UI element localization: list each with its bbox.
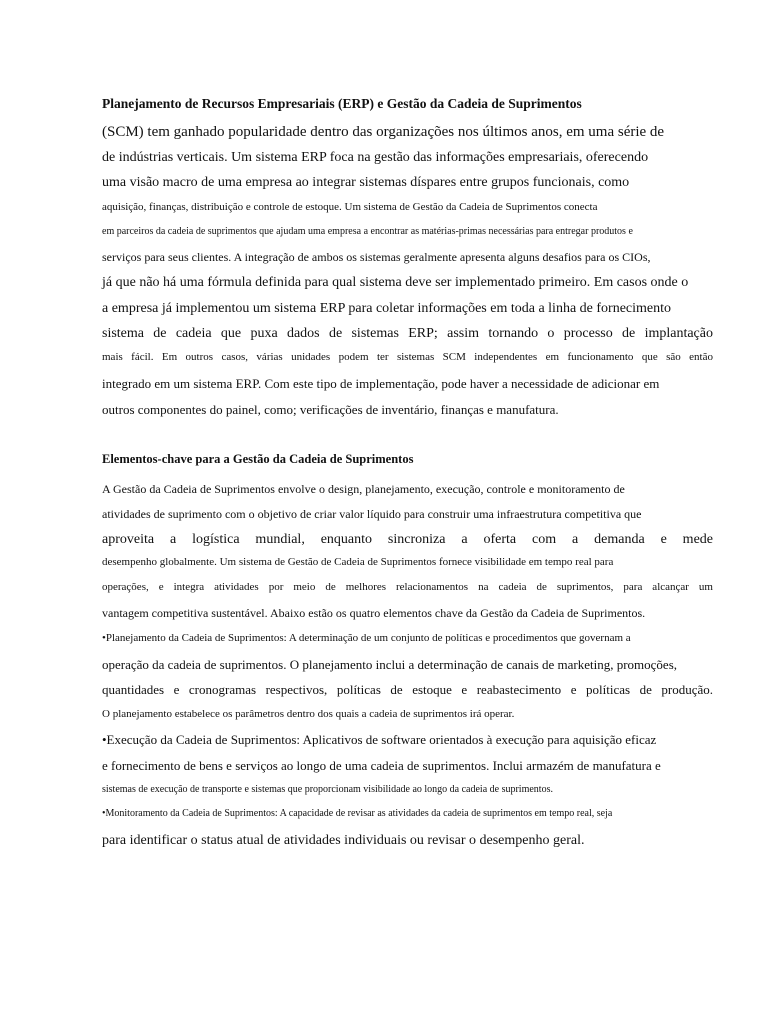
paragraph-line: integrado em um sistema ERP. Com este tipo de implementação, pode haver a necessidade de adicionar em <box>102 376 660 391</box>
paragraph-line: operação da cadeia de suprimentos. O planejamento inclui a determinação de canais de marketing, promoções, <box>102 657 678 672</box>
paragraph-line: desempenho globalmente. Um sistema de Gestão de Cadeia de Suprimentos fornece visibilidade em tempo real para <box>102 556 614 568</box>
paragraph-line: operações, e integra atividades por meio de melhores relacionamentos na cadeia de suprimentos, para alcançar um <box>102 581 713 593</box>
section-heading-erp-scm: Planejamento de Recursos Empresariais (ERP) e Gestão da Cadeia de Suprimentos <box>102 96 582 111</box>
paragraph-line: A Gestão da Cadeia de Suprimentos envolve o design, planejamento, execução, controle e monitoramento de <box>102 482 625 496</box>
section-heading-key-elements: Elementos-chave para a Gestão da Cadeia de Suprimentos <box>102 452 414 466</box>
paragraph-line: para identificar o status atual de atividades individuais ou revisar o desempenho geral. <box>102 833 585 848</box>
paragraph-line: aquisição, finanças, distribuição e controle de estoque. Um sistema de Gestão da Cadeia de Suprimentos conecta <box>102 201 598 213</box>
paragraph-line: aproveita a logística mundial, enquanto sincroniza a oferta com a demanda e mede <box>102 532 713 547</box>
paragraph-line: mais fácil. Em outros casos, várias unidades podem ter sistemas SCM independentes em funcionamento que são então <box>102 351 713 363</box>
paragraph-line: serviços para seus clientes. A integração de ambos os sistemas geralmente apresenta alguns desafios para os CIOs, <box>102 250 651 264</box>
paragraph-line: vantagem competitiva sustentável. Abaixo estão os quatro elementos chave da Gestão da Cadeia de Suprimentos. <box>102 606 646 620</box>
paragraph-line: (SCM) tem ganhado popularidade dentro das organizações nos últimos anos, em uma série de <box>102 124 665 140</box>
paragraph-line: e fornecimento de bens e serviços ao longo de uma cadeia de suprimentos. Inclui armazém de manufatura e <box>102 758 661 773</box>
paragraph-line: O planejamento estabelece os parâmetros dentro dos quais a cadeia de suprimentos irá operar. <box>102 708 515 720</box>
bullet-supply-chain-planning: •Planejamento da Cadeia de Suprimentos: A determinação de um conjunto de políticas e procedimentos que governam a <box>102 632 631 644</box>
paragraph-line: uma visão macro de uma empresa ao integrar sistemas díspares entre grupos funcionais, como <box>102 175 630 190</box>
paragraph-line: atividades de suprimento com o objetivo de criar valor líquido para construir uma infraestrutura competitiva que <box>102 507 642 521</box>
paragraph-line: sistema de cadeia que puxa dados de sistemas ERP; assim tornando o processo de implantação <box>102 326 713 341</box>
paragraph-line: de indústrias verticais. Um sistema ERP foca na gestão das informações empresariais, oferecendo <box>102 150 649 165</box>
bullet-supply-chain-execution: •Execução da Cadeia de Suprimentos: Aplicativos de software orientados à execução para aquisição eficaz <box>102 732 657 747</box>
bullet-supply-chain-monitoring: •Monitoramento da Cadeia de Suprimentos: A capacidade de revisar as atividades da cadeia de suprimentos em tempo real, seja <box>102 808 613 819</box>
paragraph-line: outros componentes do painel, como; verificações de inventário, finanças e manufatura. <box>102 402 559 417</box>
paragraph-line: a empresa já implementou um sistema ERP para coletar informações em toda a linha de fornecimento <box>102 301 672 316</box>
paragraph-line: em parceiros da cadeia de suprimentos que ajudam uma empresa a encontrar as matérias-primas necessárias para entregar produtos e <box>102 226 633 237</box>
paragraph-line: já que não há uma fórmula definida para qual sistema deve ser implementado primeiro. Em casos onde o <box>102 275 689 290</box>
paragraph-line: quantidades e cronogramas respectivos, políticas de estoque e reabastecimento e políticas de produção. <box>102 682 713 697</box>
paragraph-line: sistemas de execução de transporte e sistemas que proporcionam visibilidade ao longo da cadeia de suprimentos. <box>102 784 553 795</box>
